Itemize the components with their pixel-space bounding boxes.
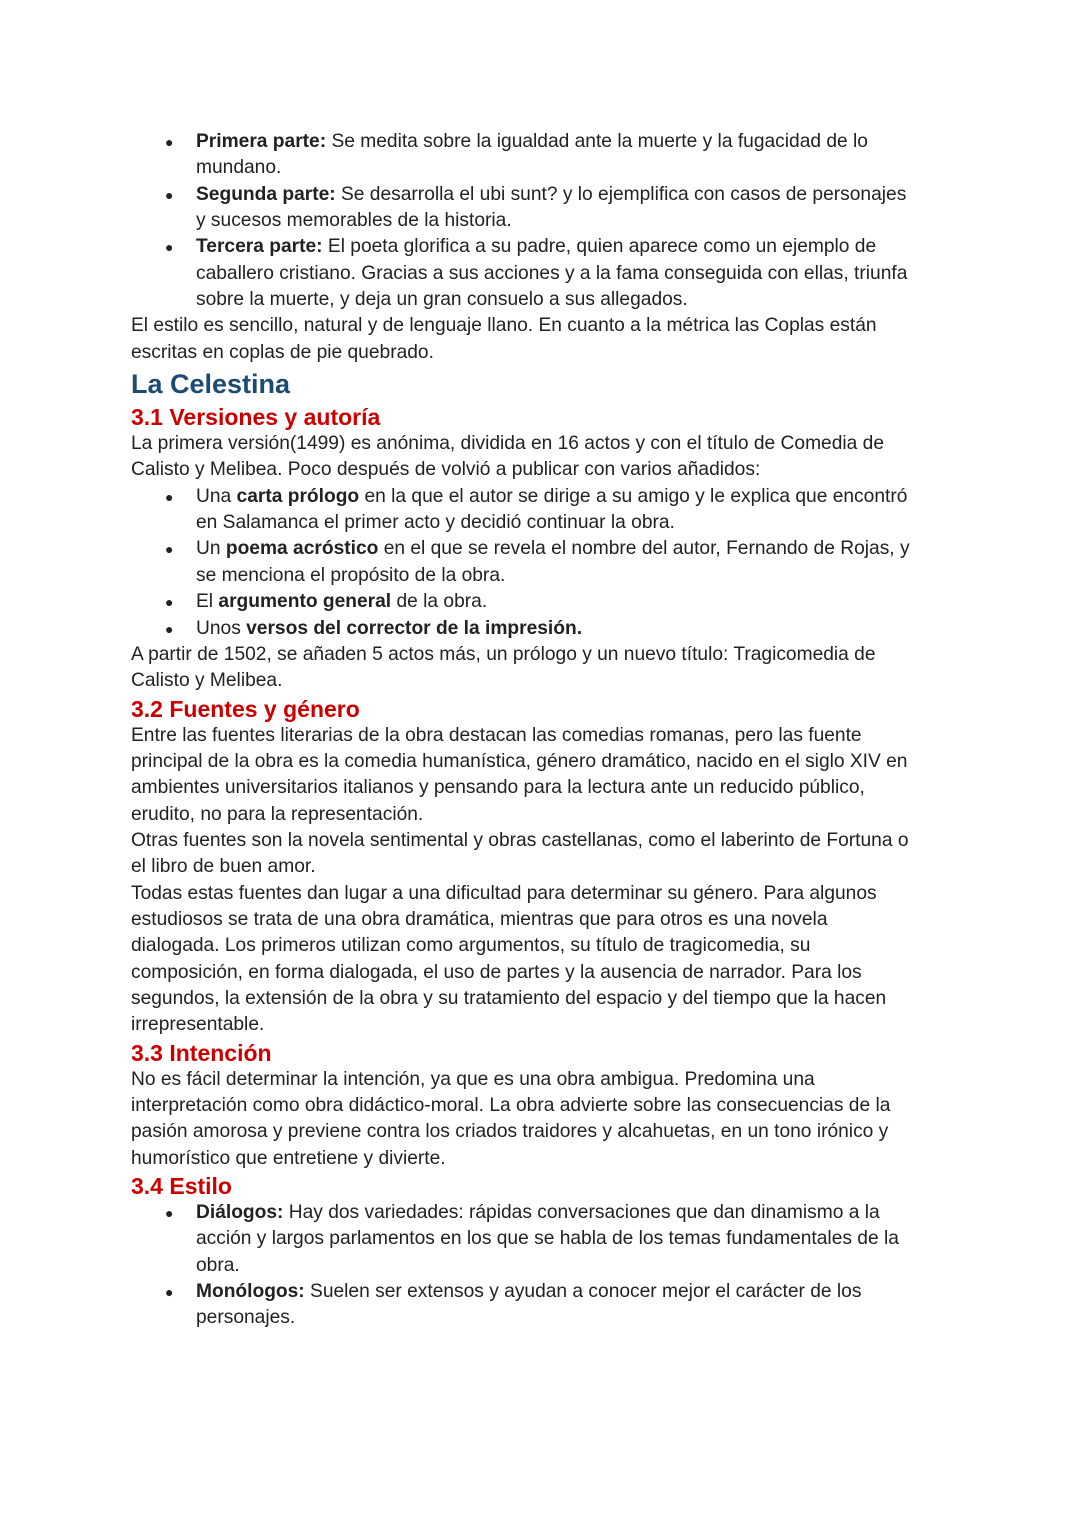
paragraph [131, 881, 971, 1039]
text-line [131, 986, 971, 1012]
bold-text: argumento general [218, 591, 392, 613]
text-line [131, 589, 971, 615]
subsection-heading: 3.1 Versiones y autoría [131, 404, 381, 431]
text-line [131, 1093, 971, 1119]
text-line [131, 881, 971, 907]
document-body [131, 129, 971, 1332]
text-run: Unos [196, 617, 247, 639]
text-line [131, 155, 971, 181]
text-line [131, 1200, 971, 1226]
text-line [131, 933, 971, 959]
bullet-item [131, 182, 971, 235]
text-run: caballero cristiano. Gracias a sus acciones y a la fama conseguida con ellas, triunfa [196, 262, 908, 284]
text-run: Un [196, 538, 226, 560]
text-run: escritas en coplas de pie quebrado. [131, 341, 434, 363]
bold-text: Diálogos: [196, 1202, 284, 1224]
text-run: composición, en forma dialogada, el uso de partes y la ausencia de narrador. Para los [131, 961, 862, 983]
bullet-item [131, 484, 971, 537]
text-run: mundano. [196, 157, 282, 179]
bullet-icon: ● [165, 134, 174, 150]
bullet-item [131, 616, 971, 642]
text-run: segundos, la extensión de la obra y su tratamiento del espacio y del tiempo que la hacen [131, 987, 887, 1009]
bullet-item [131, 589, 971, 615]
bold-text: Primera parte: [196, 131, 327, 152]
text-run: dialogada. Los primeros utilizan como argumentos, su título de tragicomedia, su [131, 935, 811, 957]
bullet-icon: ● [165, 186, 174, 203]
text-line [131, 484, 971, 510]
text-run: erudito, no para la representación. [131, 803, 424, 825]
text-run: y sucesos memorables de la historia. [196, 210, 512, 232]
paragraph [131, 642, 971, 695]
bullet-icon: ● [165, 1284, 174, 1301]
text-run: Calisto y Melibea. [131, 670, 283, 692]
paragraph [131, 431, 971, 484]
text-line [131, 1119, 971, 1145]
text-run: Se desarrolla el ubi sunt? y lo ejemplifica con casos de personajes [335, 183, 907, 205]
text-run: de la obra. [391, 591, 488, 613]
text-run: ambientes universitarios italianos y pensando para la lectura ante un reducido público, [131, 777, 865, 799]
paragraph [131, 1067, 971, 1172]
text-run: sobre la muerte, y deja un gran consuelo a sus allegados. [196, 289, 688, 311]
text-run: se menciona el propósito de la obra. [196, 564, 506, 586]
bullet-item [131, 536, 971, 589]
text-run: irrepresentable. [131, 1014, 265, 1036]
text-line [131, 313, 971, 339]
text-line [131, 287, 971, 313]
text-line [131, 129, 971, 155]
text-run: Hay dos variedades: rápidas conversaciones que dan dinamismo a la [283, 1202, 880, 1224]
text-run: Calisto y Melibea. Poco después de volvió a publicar con varios añadidos: [131, 459, 761, 481]
text-run: El [196, 591, 219, 613]
paragraph [131, 828, 971, 881]
bold-text: Tercera parte: [196, 236, 323, 258]
text-run: acción y largos parlamentos en los que se habla de los temas fundamentales de la [196, 1228, 899, 1250]
bullet-icon: ● [165, 1205, 174, 1222]
bold-text: Monólogos: [196, 1281, 305, 1303]
bullet-icon: ● [165, 594, 174, 611]
text-line [131, 616, 971, 642]
text-run: el libro de buen amor. [131, 856, 316, 878]
bullet-icon: ● [165, 239, 174, 256]
bullet-item [131, 234, 971, 313]
bold-text: Segunda parte: [196, 183, 336, 205]
text-line [131, 431, 971, 457]
text-run: Se medita sobre la igualdad ante la muerte y la fugacidad de lo [326, 131, 868, 152]
text-run: A partir de 1502, se añaden 5 actos más, un prólogo y un nuevo título: Tragicomedia de [131, 643, 876, 665]
text-line [131, 668, 971, 694]
bullet-icon: ● [165, 488, 174, 505]
text-line [131, 828, 971, 854]
bullet-item [131, 1279, 971, 1332]
text-run: principal de la obra es la comedia humanística, género dramático, nacido en el siglo XIV en [131, 750, 908, 772]
text-line [131, 261, 971, 287]
text-line [131, 457, 971, 483]
text-run: Otras fuentes son la novela sentimental y obras castellanas, como el laberinto de Fortuna o [131, 829, 909, 851]
paragraph [131, 313, 971, 366]
text-run: No es fácil determinar la intención, ya que es una obra ambigua. Predomina una [131, 1068, 815, 1090]
text-line [131, 182, 971, 208]
subsection-heading: 3.2 Fuentes y género [131, 695, 360, 722]
text-line [131, 510, 971, 536]
text-run: El estilo es sencillo, natural y de lenguaje llano. En cuanto a la métrica las Coplas están [131, 315, 877, 337]
text-line [131, 1146, 971, 1172]
text-run: Suelen ser extensos y ayudan a conocer mejor el carácter de los [304, 1281, 862, 1303]
text-run: Entre las fuentes literarias de la obra destacan las comedias romanas, pero las fuente [131, 724, 862, 746]
text-run: interpretación como obra didáctico-moral. La obra advierte sobre las consecuencias de la [131, 1095, 891, 1116]
text-line [131, 749, 971, 775]
text-line [131, 642, 971, 668]
text-run: en Salamanca el primer acto y decidió continuar la obra. [196, 512, 675, 534]
subsection-heading: 3.3 Intención [131, 1039, 272, 1066]
text-line [131, 1253, 971, 1279]
text-run: El poeta glorifica a su padre, quien aparece como un ejemplo de [322, 236, 877, 258]
text-run: La primera versión(1499) es anónima, dividida en 16 actos y con el título de Comedia de [131, 433, 885, 455]
text-run: en el que se revela el nombre del autor, Fernando de Rojas, y [378, 538, 910, 560]
text-run: pasión amorosa y previene contra los criados traidores y alcahuetas, en un tono irónico y [131, 1121, 889, 1143]
text-line [131, 340, 971, 366]
text-line [131, 536, 971, 562]
bullet-item [131, 129, 971, 182]
text-run: Todas estas fuentes dan lugar a una dificultad para determinar su género. Para algunos [131, 882, 877, 904]
text-line [131, 1067, 971, 1093]
text-run: humorístico que entretiene y divierte. [131, 1147, 446, 1169]
bullet-icon: ● [165, 541, 174, 558]
text-line [131, 960, 971, 986]
bullet-item [131, 1200, 971, 1279]
text-line [131, 1012, 971, 1038]
subsection-heading: 3.4 Estilo [131, 1173, 232, 1200]
text-line [131, 208, 971, 234]
bold-text: poema acróstico [225, 538, 379, 560]
text-line [131, 723, 971, 749]
paragraph [131, 723, 971, 828]
text-line [131, 1279, 971, 1305]
text-line [131, 1305, 971, 1331]
text-run: personajes. [196, 1307, 296, 1329]
text-line [131, 775, 971, 801]
text-line [131, 907, 971, 933]
bold-text: versos del corrector de la impresión. [246, 617, 583, 639]
text-run: obra. [196, 1254, 240, 1276]
text-run: en la que el autor se dirige a su amigo y le explica que encontró [359, 485, 908, 507]
text-line [131, 854, 971, 880]
text-line [131, 1226, 971, 1252]
text-run: estudiosos se trata de una obra dramática, mientras que para otros es una novela [131, 908, 828, 930]
text-run: Una [196, 485, 237, 507]
text-line [131, 802, 971, 828]
text-line [131, 234, 971, 260]
bullet-icon: ● [165, 620, 174, 637]
text-line [131, 563, 971, 589]
section-title: La Celestina [131, 369, 291, 400]
bold-text: carta prólogo [236, 485, 360, 507]
